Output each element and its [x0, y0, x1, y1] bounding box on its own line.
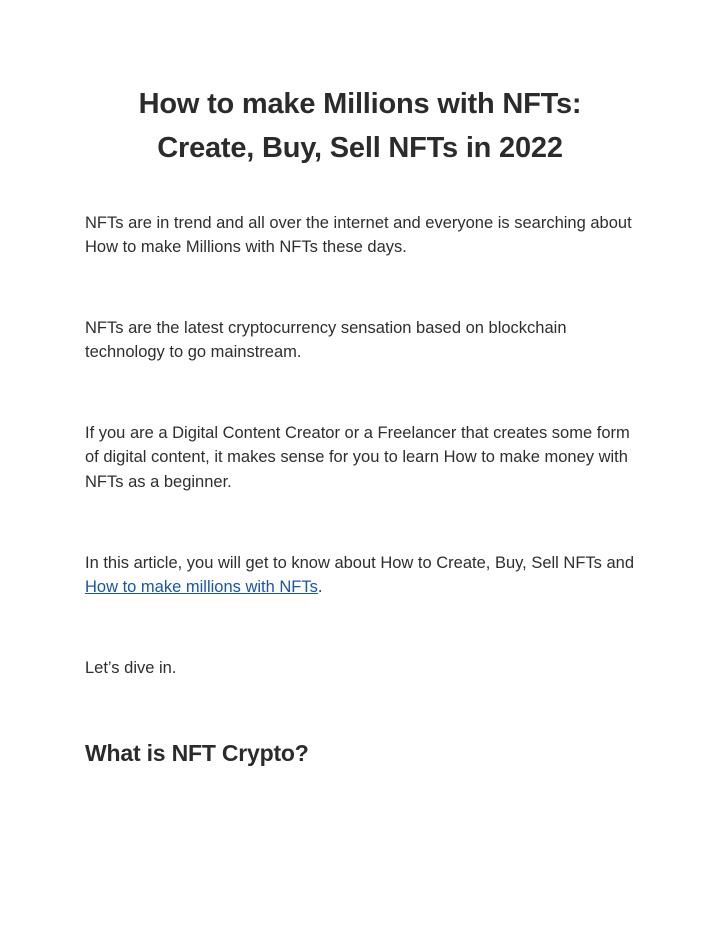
- article-overview-paragraph: [85, 551, 645, 600]
- intro-paragraph: NFTs are in trend and all over the internet and everyone is searching about How to make Millions with NFTs these days.: [85, 214, 632, 257]
- nft-sensation-paragraph: NFTs are the latest cryptocurrency sensation based on blockchain technology to go mainstream.: [85, 319, 567, 362]
- make-millions-link[interactable]: How to make millions with NFTs: [85, 578, 318, 597]
- article-overview-text: In this article, you will get to know about How to Create, Buy, Sell NFTs and: [85, 554, 635, 572]
- article-overview-period: .: [317, 578, 323, 597]
- page-title: [60, 82, 660, 170]
- dive-in-paragraph: Let’s dive in.: [85, 659, 177, 677]
- content-creator-paragraph: If you are a Digital Content Creator or a Freelancer that creates some form of digital content, it makes sense for you to learn How to make money with NFTs as a beginner.: [85, 424, 630, 491]
- section-heading: What is NFT Crypto?: [85, 740, 309, 766]
- page-title-line-2: Create, Buy, Sell NFTs in 2022: [157, 132, 563, 164]
- page-title-line-1: How to make Millions with NFTs:: [138, 88, 582, 120]
